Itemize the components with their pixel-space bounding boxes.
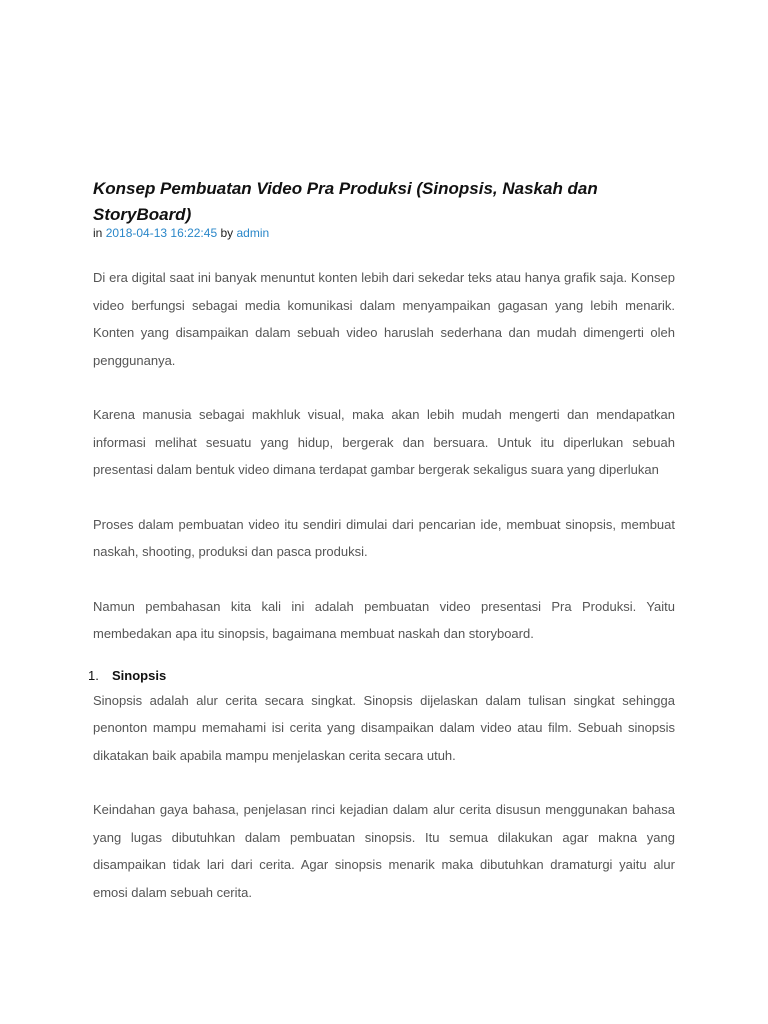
section-heading-sinopsis <box>88 668 675 684</box>
visual-paragraph: Karena manusia sebagai makhluk visual, maka akan lebih mudah mengerti dan mendapatkan informasi melihat sesuatu yang hidup, bergerak dan bersuara. Untuk itu diperlukan sebuah presentasi dalam bentuk video dimana terdapat gambar bergerak sekaligus suara yang diperlukan <box>93 407 675 477</box>
article-meta <box>93 226 675 240</box>
article <box>88 176 675 906</box>
sinopsis-style-paragraph: Keindahan gaya bahasa, penjelasan rinci kejadian dalam alur cerita disusun menggunakan bahasa yang lugas dibutuhkan dalam pembuatan sinopsis. Itu semua dilakukan agar makna yang disampaikan tidak lari dari cerita. Agar sinopsis menarik maka dibutuhkan dramaturgi yaitu alur emosi dalam sebuah cerita. <box>93 802 675 900</box>
sinopsis-definition-paragraph: Sinopsis adalah alur cerita secara singkat. Sinopsis dijelaskan dalam tulisan singkat sehingga penonton mampu memahami isi cerita yang disampaikan dalam video atau film. Sebuah sinopsis dikatakan baik apabila mampu menjelaskan cerita secara utuh. <box>93 692 675 763</box>
section-title: Sinopsis <box>112 667 167 683</box>
intro-paragraph: Di era digital saat ini banyak menuntut konten lebih dari sekedar teks atau hanya grafik saja. Konsep video berfungsi sebagai media komunikasi dalam menyampaikan gagasan yang lebih menarik. Konten yang disampaikan dalam sebuah video haruslah sederhana dan mudah dimengerti oleh penggunanya. <box>93 270 675 368</box>
process-paragraph: Proses dalam pembuatan video itu sendiri dimulai dari pencarian ide, membuat sinopsis, membuat naskah, shooting, produksi dan pasca produksi. <box>93 516 675 559</box>
post-date-link[interactable]: 2018-04-13 16:22:45 <box>105 226 218 240</box>
author-link[interactable]: admin <box>236 226 270 240</box>
scope-paragraph: Namun pembahasan kita kali ini adalah pembuatan video presentasi Pra Produksi. Yaitu membedakan apa itu sinopsis, bagaimana membuat naskah dan storyboard. <box>93 598 675 641</box>
article-title: Konsep Pembuatan Video Pra Produksi (Sinopsis, Naskah dan StoryBoard) <box>93 179 598 224</box>
section-number: 1. <box>88 667 99 683</box>
meta-in-label: in <box>93 226 103 240</box>
meta-by-label: by <box>220 226 234 240</box>
